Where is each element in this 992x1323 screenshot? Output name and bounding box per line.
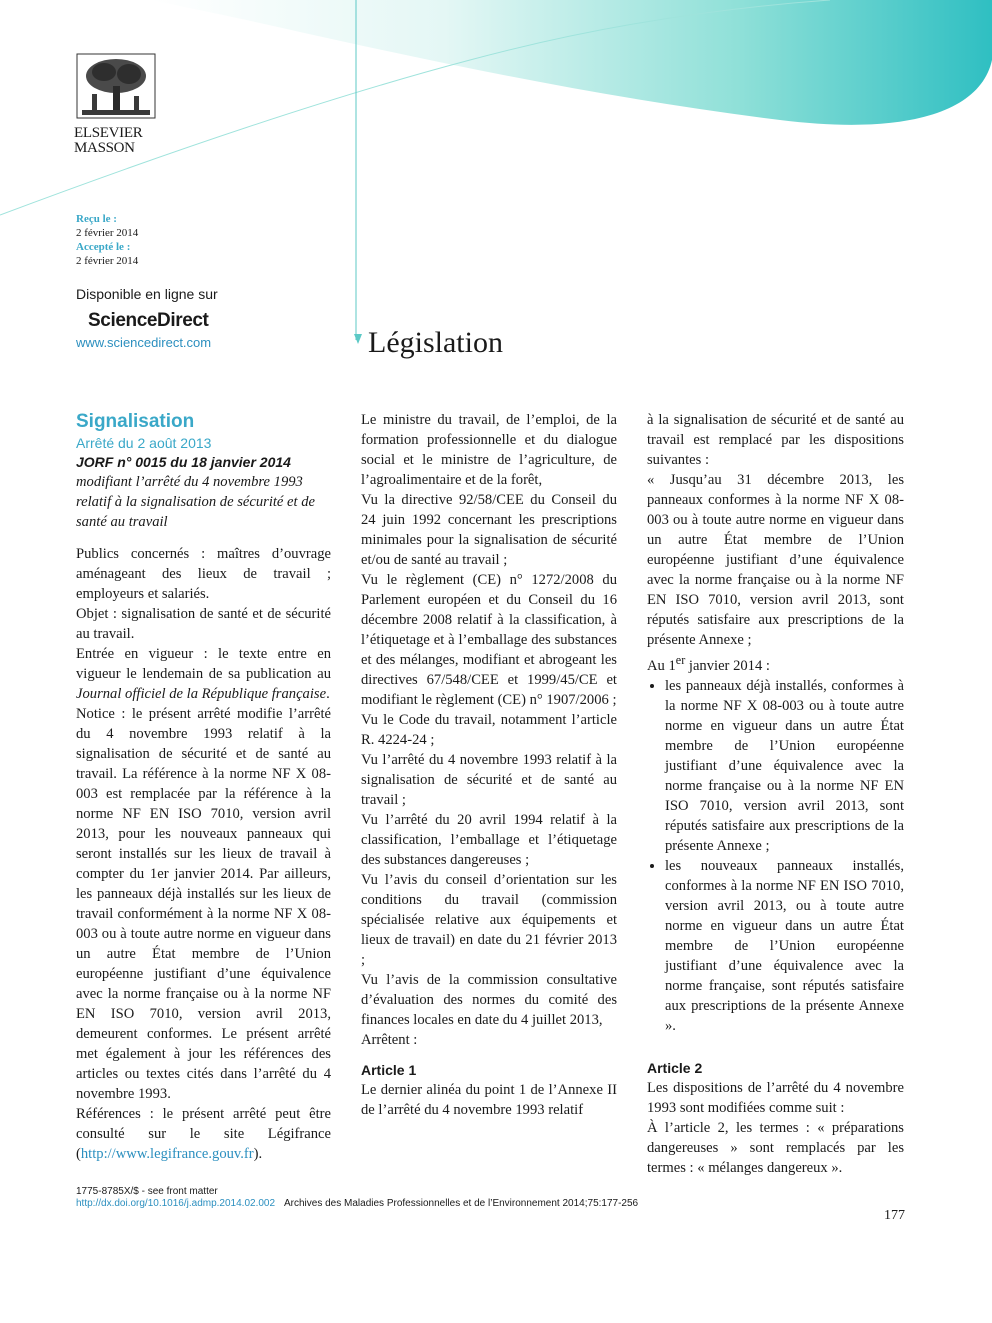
accepted-date: 2 février 2014 (76, 255, 139, 267)
received-date: 2 février 2014 (76, 227, 139, 239)
column-1 (76, 410, 331, 1164)
column-2 (361, 410, 617, 1120)
article-2-heading: Article 2 (647, 1059, 703, 1076)
accepted-label: Accepté le : (76, 241, 131, 253)
au-date: janvier 2014 : (685, 657, 770, 674)
article-title: Signalisation (76, 411, 195, 432)
body-paragraph: Arrêtent : (361, 1032, 418, 1048)
article-dates (76, 212, 138, 268)
provisions-list (647, 676, 904, 1036)
entree-text: Entrée en vigueur : le texte entre en vigueur le lendemain de sa publication au (76, 646, 331, 682)
publisher-name-line2: MASSON (74, 140, 135, 156)
au-text: Au 1 (647, 657, 676, 674)
body-paragraph: Vu l’arrêté du 20 avril 1994 relatif à la classification, l’emballage et l’étiquetage des substances dangereuses ; (361, 812, 617, 868)
jorf-abbrev: JORF (76, 454, 114, 470)
list-item: • les nouveaux panneaux installés, conformes à la norme NF EN ISO 7010, version avril 2013, ou à toute autre norme en vigueur dans un autre État membre de l’Union européenne justifiant d’une équivalence avec la norme française, sont réputés satisfaire aux prescriptions de la présente Annexe ». (665, 856, 904, 1036)
article-2-paragraph: Les dispositions de l’arrêté du 4 novembre 1993 sont modifiées comme suit : (647, 1079, 904, 1116)
body-paragraph: Vu le règlement (CE) n° 1272/2008 du Parlement européen et du Conseil du 16 décembre 2008 relatif à la classification, à l’étiquetage et à l’emballage des substances et des mélanges, modifiant et abrogeant les directives 67/548/CEE et 1999/45/CE et modifiant le règlement (CE) n° 1907/2006 ; (361, 572, 617, 708)
references-end: ). (253, 1146, 263, 1162)
references-paragraph (76, 1104, 331, 1164)
doi-link[interactable]: http://dx.doi.org/10.1016/j.admp.2014.02.002 (76, 1198, 276, 1209)
list-item: • les panneaux déjà installés, conformes à la norme NF X 08-003 ou à toute autre norme en vigueur dans un autre État membre de l’Union européenne justifiant d’une équivalence avec la norme française ou à la norme NF EN ISO 7010, version avril 2013, sont réputés satisfaire aux prescriptions de la présente Annexe ; (665, 676, 904, 856)
article-date: Arrêté du 2 août 2013 (76, 435, 212, 451)
journal-citation: Archives des Maladies Professionnelles et de l’Environnement 2014;75:177-256 (284, 1198, 639, 1209)
body-paragraph: Vu le Code du travail, notamment l’article R. 4224-24 ; (361, 712, 617, 748)
section-title: Législation (368, 326, 503, 359)
tree-icon (74, 52, 158, 122)
issn-line: 1775-8785X/$ - see front matter (76, 1186, 218, 1197)
publics-paragraph: Publics concernés : maîtres d’ouvrage aménageant des lieux de travail ; employeurs et salariés. (76, 546, 331, 602)
legifrance-link[interactable]: http://www.legifrance.gouv.fr (80, 1146, 254, 1162)
available-online-text: Disponible en ligne sur (76, 286, 218, 302)
elsevier-logo (74, 52, 158, 156)
page-number: 177 (884, 1208, 905, 1223)
body-paragraph: Vu la directive 92/58/CEE du Conseil du 24 juin 1992 concernant les prescriptions minimales pour la signalisation de sécurité et/ou de santé au travail ; (361, 492, 617, 568)
received-label: Reçu le : (76, 213, 117, 225)
body-paragraph: Le ministre du travail, de l’emploi, de la formation professionnelle et du dialogue social et le ministre de l’agriculture, de l’agroalimentaire et de la forêt, (361, 412, 617, 488)
column-3 (647, 410, 904, 1178)
body-paragraph: Vu l’avis du conseil d’orientation sur les conditions du travail (commission spécialisée relative aux équipements et lieux de travail) en date du 21 février 2013 ; (361, 872, 617, 968)
footer-identifiers (76, 1186, 275, 1210)
sciencedirect-logo: ScienceDirect (88, 310, 209, 331)
body-paragraph: Vu l’arrêté du 4 novembre 1993 relatif à la signalisation de sécurité et de santé au travail ; (361, 752, 617, 808)
ordinal-superscript: er (675, 653, 686, 667)
au-janvier-line (647, 650, 904, 676)
journal-officiel: Journal officiel de la République française (76, 686, 327, 702)
sciencedirect-url[interactable]: www.sciencedirect.com (76, 335, 212, 350)
article-subtitle: modifiant l’arrêté du 4 novembre 1993 relatif à la signalisation de sécurité et de santé au travail (76, 474, 316, 530)
jorf-reference (76, 452, 331, 472)
article-1-heading: Article 1 (361, 1062, 417, 1078)
jorf-number: n° 0015 du 18 janvier 2014 (113, 454, 291, 470)
continuation-paragraph: à la signalisation de sécurité et de santé au travail est remplacé par les dispositions suivantes : (647, 412, 904, 468)
article-1-text: Le dernier alinéa du point 1 de l’Annexe II de l’arrêté du 4 novembre 1993 relatif (361, 1082, 617, 1118)
entree-paragraph (76, 644, 331, 704)
objet-paragraph: Objet : signalisation de santé et de sécurité au travail. (76, 606, 331, 642)
publisher-name-line1: ELSEVIER (74, 125, 143, 141)
quote-paragraph: « Jusqu’au 31 décembre 2013, les panneaux conformes à la norme NF X 08-003 ou à toute autre norme en vigueur dans un autre État membre de l’Union européenne justifiant d’une équivalence avec la norme française ou à la norme NF EN ISO 7010, version avril 2013, sont réputés satisfaire aux prescriptions de la présente Annexe ; (647, 472, 904, 648)
notice-paragraph: Notice : le présent arrêté modifie l’arrêté du 4 novembre 1993 relatif à la signalisation de sécurité et de santé au travail. La référence à la norme NF X 08-003 est remplacée par la référence à la norme NF EN ISO 7010, version avril 2013, pour les nouveaux panneaux qui seront installés sur les lieux de travail à compter du 1er janvier 2014. Par ailleurs, les panneaux déjà installés sur les lieux de travail conformément à la norme NF X 08-003 ou à toute autre norme en vigueur dans un autre État membre de l’Union européenne justifiant d’une équivalence avec la norme française ou à la norme NF EN ISO 7010, version avril 2013, demeurent conformes. Le présent arrêté met également à jour les références des articles ou textes cités dans l’arrêté du 4 novembre 1993. (76, 706, 331, 1102)
article-2-paragraph: À l’article 2, les termes : « préparations dangereuses » sont remplacés par les termes : « mélanges dangereux ». (647, 1119, 904, 1176)
body-paragraph: Vu l’avis de la commission consultative d’évaluation des normes du comité des finances locales en date du 4 juillet 2013, (361, 972, 617, 1028)
entree-end: . (326, 686, 330, 702)
references-text: Références : le présent arrêté peut être consulté sur le site Légifrance ( (76, 1106, 331, 1162)
